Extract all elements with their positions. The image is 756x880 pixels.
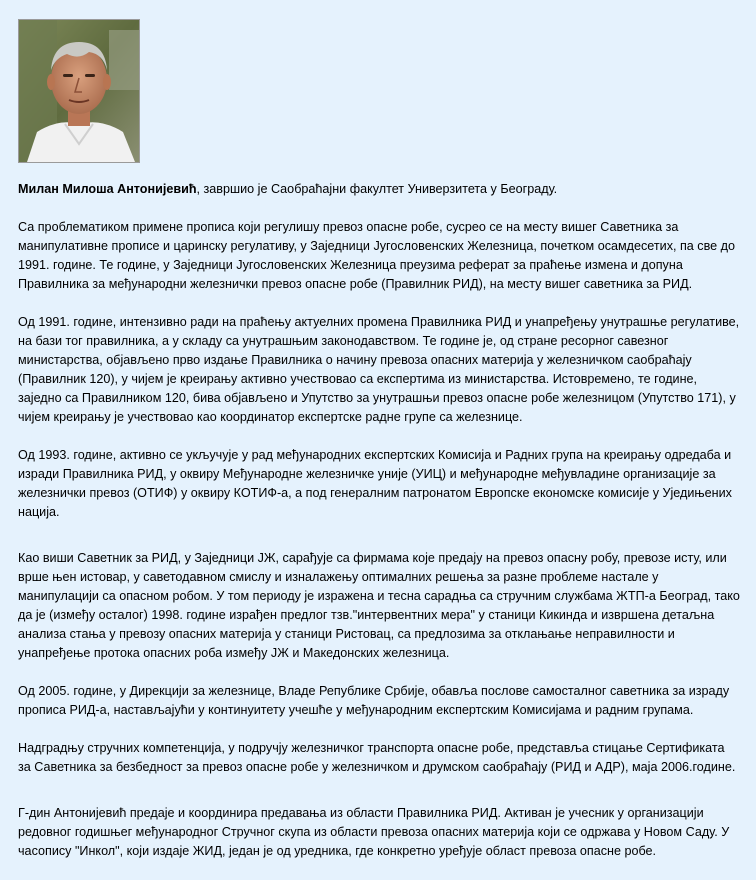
bio-intro [18,180,740,199]
bio-paragraph: Од 2005. године, у Дирекцији за железнице, Владе Републике Србије, обавља послове самосталног саветника за израду прописа РИД-а, настављајући у континуитету учешће у међународним експертским Комисијама и радним групама. [18,684,730,717]
bio-paragraph: Г-дин Антонијевић предаје и координира предавања из области Правилника РИД. Активан је учесник у организацији редовног годишњег међународног Стручног скупа из области превоза опасних материја који се одржава у Новом Саду. У часопису "Инкол", који издаје ЖИД, један је од уредника, где конкретно уређује област превоза опасне робе. [18,806,730,858]
bio-paragraph: Од 1993. године, активно се укључује у рад међународних експертских Комисија и Радних група на креирању одредаба и изради Правилника РИД, у оквиру Међународне железничке уније (УИЦ) и међународне међувладине организације за железнички превоз (ОТИФ) у оквиру КОТИФ-а, а под генералним патронатом Европске економске комисије у Уједињених нација. [18,448,732,519]
bio-paragraph: Са проблематиком примене прописа који регулишу превоз опасне робе, сусрео се на месту вишег Саветника за манипулативне прописе и царинску регулативу, у Заједници Југословенских Железница, почетком осамдесетих, па све до 1991. године. Те године, у Заједници Југословенских Железница преузима реферат за праћење измена и допуна Правилника за међународни железнички превоз опасне робе (Правилник РИД), на месту вишег саветника за РИД. [18,220,736,291]
portrait-photo [18,19,140,163]
portrait-image [19,20,139,162]
person-name: Милан Милоша Антонијевић [18,182,197,196]
bio-paragraph: Као виши Саветник за РИД, у Заједници ЈЖ, сарађује са фирмама које предају на превоз опасну робу, превозе исту, или врше њен истовар, у саветодавном смислу и изналажењу оптималних решења за разне проблеме настале у манипулацији са опасном робом. У том периоду је изражена и тесна сарадња са стручним службама ЖТП-а Београд, тако да је (између осталог) 1998. године израђен предлог тзв."интервентних мера" у станици Кикинда и извршена детаљна анализа стања у превозу опасних материја у станици Ристовац, са предлозима за отклањање неправилности и унапређење протока опасних роба између ЈЖ и Македонских железница. [18,551,740,660]
bio-paragraph: Од 1991. године, интензивно ради на праћењу актуелних промена Правилника РИД и унапређењу унутрашње регулативе, на бази тог правилника, а у складу са унутрашњим законодавством. Те године је, од стране ресорног савезног министарства, објављено прво издање Правилника о начину превоза опасних материја у железничком саобраћају (Правилник 120), у чијем је креирању активно учествовао са експертима из министарства. Истовремено, те године, заједно са Правилником 120, бива објављено и Упутство за унутрашњи превоз опасне робе железницом (Упутство 171), у чијем креирању је учествовао као координатор експертске радне групе са железнице. [18,315,740,424]
biography-text [18,180,740,880]
intro-text: , завршио је Саобраћајни факултет Универзитета у Београду. [196,182,558,196]
bio-paragraph: Надградњу стручних компетенција, у подручју железничког транспорта опасне робе, представља стицање Сертификата за Саветника за безбедност за превоз опасне робе у железничком и друмском саобраћају (РИД и АДР), маја 2006.године. [18,741,736,774]
